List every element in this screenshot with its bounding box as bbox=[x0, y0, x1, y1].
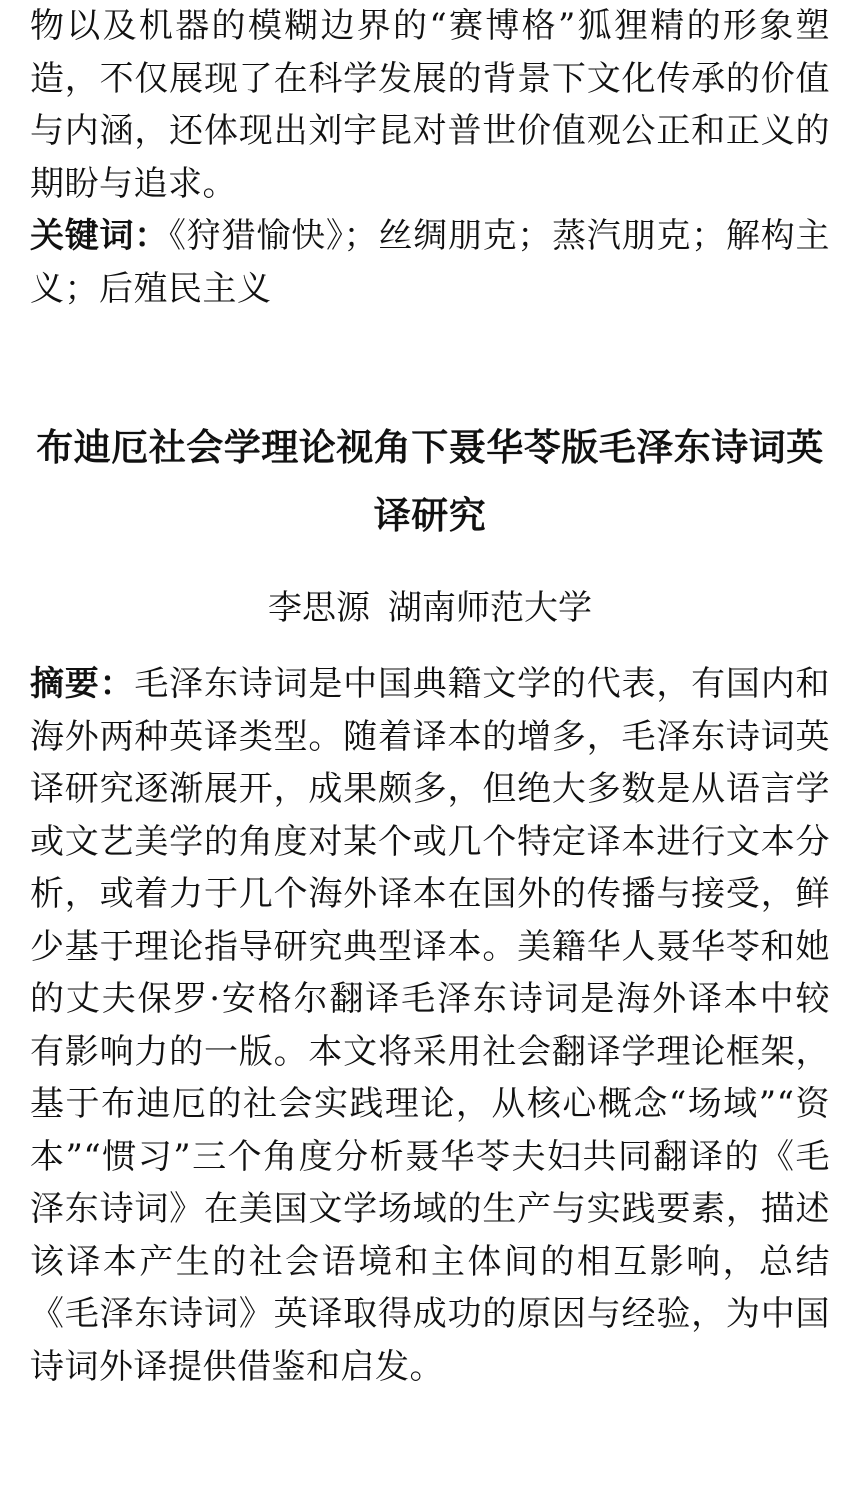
keywords-paragraph bbox=[30, 210, 830, 315]
keywords-text: 《狩猎愉快》；丝绸朋克；蒸汽朋克；解构主义；后殖民主义 bbox=[30, 216, 831, 309]
article-title: 布迪厄社会学理论视角下聂华苓版毛泽东诗词英译研究 bbox=[36, 426, 824, 537]
author-affiliation: 湖南师范大学 bbox=[388, 588, 592, 628]
author-name: 李思源 bbox=[268, 588, 370, 628]
author-line bbox=[30, 582, 830, 634]
abstract-label: 摘要： bbox=[30, 664, 135, 704]
previous-abstract-continuation: 物以及机器的模糊边界的“赛博格”狐狸精的形象塑造，不仅展现了在科学发展的背景下文化传承的价值与内涵，还体现出刘宇昆对普世价值观公正和正义的期盼与追求。 bbox=[30, 6, 830, 204]
keywords-label: 关键词： bbox=[30, 216, 170, 256]
abstract-paragraph bbox=[30, 658, 830, 1393]
abstract-text: 毛泽东诗词是中国典籍文学的代表，有国内和海外两种英译类型。随着译本的增多，毛泽东诗词英译研究逐渐展开，成果颇多，但绝大多数是从语言学或文艺美学的角度对某个或几个特定译本进行文本分析，或着力于几个海外译本在国外的传播与接受，鲜少基于理论指导研究典型译本。美籍华人聂华苓和她的丈夫保罗·安格尔翻译毛泽东诗词是海外译本中较有影响力的一版。本文将采用社会翻译学理论框架，基于布迪厄的社会实践理论，从核心概念“场域”“资本”“惯习”三个角度分析聂华苓夫妇共同翻译的《毛泽东诗词》在美国文学场域的生产与实践要素，描述该译本产生的社会语境和主体间的相互影响，总结《毛泽东诗词》英译取得成功的原因与经验，为中国诗词外译提供借鉴和启发。 bbox=[30, 664, 831, 1387]
